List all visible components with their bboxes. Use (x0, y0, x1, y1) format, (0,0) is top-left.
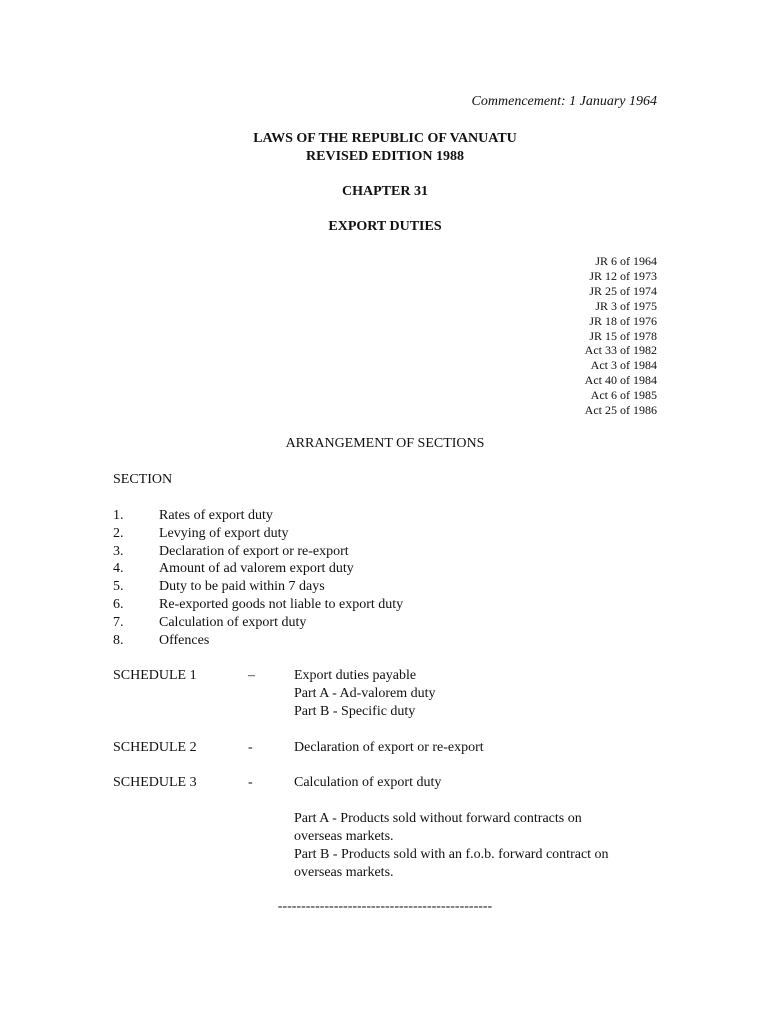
section-title: Amount of ad valorem export duty (159, 561, 354, 577)
sections-list (113, 507, 403, 649)
section-title: Calculation of export duty (159, 614, 307, 630)
list-item (113, 614, 403, 632)
section-number: 7. (113, 614, 124, 630)
chapter-heading: CHAPTER 31 (342, 184, 428, 199)
laws-title-line1: LAWS OF THE REPUBLIC OF VANUATU (253, 131, 517, 146)
section-number: 4. (113, 561, 124, 577)
schedule-label: SCHEDULE 3 (113, 775, 197, 790)
schedule-description (294, 739, 654, 757)
section-number: 5. (113, 579, 124, 595)
schedule-label: SCHEDULE 1 (113, 668, 197, 683)
list-item (113, 525, 403, 543)
legislative-history (585, 254, 657, 418)
list-item (113, 632, 403, 650)
schedule-line: Calculation of export duty (294, 775, 442, 790)
laws-title-line2: REVISED EDITION 1988 (306, 149, 464, 164)
section-title: Levying of export duty (159, 525, 289, 541)
schedule-1 (113, 667, 654, 721)
commencement-date: Commencement: 1 January 1964 (471, 94, 657, 109)
schedule-line: Part A - Ad-valorem duty (294, 686, 436, 701)
schedule-part-line: overseas markets. (294, 865, 394, 880)
list-item (113, 507, 403, 525)
arrangement-heading: ARRANGEMENT OF SECTIONS (285, 436, 485, 451)
history-item: JR 3 of 1975 (595, 298, 657, 313)
history-item: Act 3 of 1984 (590, 358, 657, 373)
schedule-label: SCHEDULE 2 (113, 740, 197, 755)
page-title: EXPORT DUTIES (328, 219, 442, 234)
section-title: Rates of export duty (159, 508, 273, 523)
schedule-2 (113, 739, 654, 757)
section-label: SECTION (113, 472, 173, 487)
schedule-line: Declaration of export or re-export (294, 740, 484, 755)
schedule-part-line: Part B - Products sold with an f.o.b. forward contract on (294, 847, 609, 862)
list-item (113, 560, 403, 578)
list-item (113, 578, 403, 596)
history-item: Act 6 of 1985 (590, 388, 657, 403)
schedule-description (294, 774, 654, 792)
history-item: JR 18 of 1976 (589, 313, 657, 328)
divider: ---------------------------------------------- (277, 899, 493, 914)
schedule-part-line: Part A - Products sold without forward contracts on (294, 811, 582, 826)
history-item: Act 25 of 1986 (584, 403, 657, 418)
list-item (113, 543, 403, 561)
history-item: Act 33 of 1982 (584, 343, 657, 358)
history-item: JR 12 of 1973 (589, 268, 657, 283)
section-number: 2. (113, 525, 124, 541)
history-item: Act 40 of 1984 (584, 373, 657, 388)
section-title: Declaration of export or re-export (159, 543, 349, 559)
section-number: 3. (113, 543, 124, 559)
section-title: Duty to be paid within 7 days (159, 579, 325, 595)
section-title: Re-exported goods not liable to export duty (159, 596, 404, 612)
schedule-line: Export duties payable (294, 668, 417, 683)
list-item (113, 596, 403, 614)
schedule-3-parts (294, 810, 654, 882)
schedule-description (294, 667, 654, 721)
section-number: 6. (113, 596, 124, 612)
schedule-part-line: overseas markets. (294, 829, 394, 844)
section-title: Offences (159, 632, 210, 648)
history-item: JR 25 of 1974 (589, 283, 657, 298)
section-number: 1. (113, 508, 124, 523)
schedule-separator: - (248, 775, 253, 790)
history-item: JR 6 of 1964 (595, 254, 657, 268)
schedule-3 (113, 774, 654, 792)
history-item: JR 15 of 1978 (589, 328, 657, 343)
schedule-separator: – (248, 668, 255, 683)
laws-title (0, 130, 770, 166)
section-number: 8. (113, 632, 124, 648)
schedule-separator: - (248, 740, 253, 755)
schedule-line: Part B - Specific duty (294, 704, 416, 719)
